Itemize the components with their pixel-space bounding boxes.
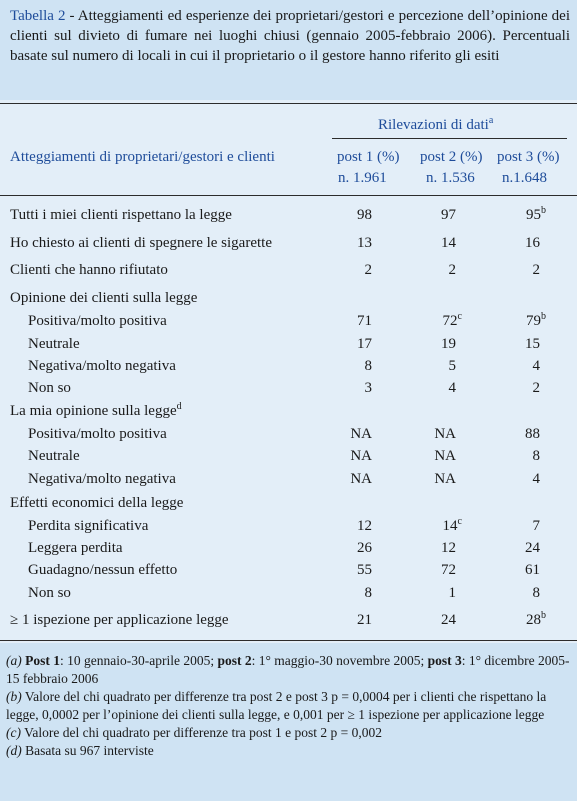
cell-post2: 97: [441, 207, 456, 223]
row-label: Neutrale: [28, 448, 80, 464]
col-post1-name: post 1 (%): [337, 149, 400, 165]
footnotes: [6, 652, 571, 760]
cell-post3: 16: [525, 235, 540, 251]
cell-post3: 88: [525, 426, 540, 442]
row-header-label: Atteggiamenti di proprietari/gestori e clienti: [10, 149, 275, 165]
row-label: Guadagno/nessun effetto: [28, 562, 178, 578]
row-label: Opinione dei clienti sulla legge: [10, 290, 198, 306]
cell-post3: 24: [525, 540, 540, 556]
col-post2-n: n. 1.536: [426, 170, 475, 186]
cell-post3: 61: [525, 562, 540, 578]
cell-post1: 55: [357, 562, 372, 578]
row-label: Clienti che hanno rifiutato: [10, 262, 168, 278]
cell-post1: 21: [357, 612, 372, 628]
cell-post2: 14: [441, 235, 456, 251]
caption-text: - Atteggiamenti ed esperienze dei proprietari/gestori e percezione dell’opinione dei clienti sul divieto di fumare nei luoghi chiusi (gennaio 2005-febbraio 2006). Percentuali basate sul numero di locali in cui il proprietario o il gestore hanno riferito gli esiti: [10, 8, 570, 64]
cell-post2: 72: [441, 562, 456, 578]
cell-post3: 8: [532, 585, 540, 601]
col-post3-name: post 3 (%): [497, 149, 560, 165]
cell-post3: 4: [532, 471, 540, 487]
row-label: Effetti economici della legge: [10, 495, 184, 511]
column-group-header: Rilevazioni di dati$^a$: [378, 115, 494, 133]
col-post3-n: n.1.648: [502, 170, 547, 186]
header-rule: [0, 195, 577, 196]
top-rule: [0, 103, 577, 104]
row-label: La mia opinione sulla legge$^d$: [10, 401, 182, 419]
cell-post1: 98: [357, 207, 372, 223]
row-label: Perdita significativa: [28, 518, 149, 534]
cell-post1: 3: [364, 380, 372, 396]
cell-post3: 15: [525, 336, 540, 352]
cell-post2: 72$^c$: [442, 311, 462, 329]
cell-post1: 12: [357, 518, 372, 534]
cell-post3: 95$^b$: [526, 205, 546, 223]
data-table: [0, 100, 577, 643]
cell-post2: 14$^c$: [442, 516, 462, 534]
cell-post2: NA: [434, 471, 456, 487]
row-label: Ho chiesto ai clienti di spegnere le sigarette: [10, 235, 272, 251]
table-caption: [10, 6, 570, 66]
cell-post1: 2: [364, 262, 372, 278]
cell-post2: 24: [441, 612, 456, 628]
cell-post1: 71: [357, 313, 372, 329]
cell-post2: NA: [434, 426, 456, 442]
row-label: ≥ 1 ispezione per applicazione legge: [10, 612, 229, 628]
row-label: Negativa/molto negativa: [28, 471, 176, 487]
cell-post3: 8: [532, 448, 540, 464]
cell-post2: 19: [441, 336, 456, 352]
row-label: Leggera perdita: [28, 540, 123, 556]
row-label: Neutrale: [28, 336, 80, 352]
table-number: Tabella 2: [10, 8, 66, 24]
cell-post1: 8: [364, 358, 372, 374]
cell-post1: NA: [350, 448, 372, 464]
cell-post3: 7: [532, 518, 540, 534]
row-label: Positiva/molto positiva: [28, 426, 167, 442]
group-rule: [332, 138, 567, 139]
cell-post2: 5: [448, 358, 456, 374]
cell-post2: 12: [441, 540, 456, 556]
cell-post2: 4: [448, 380, 456, 396]
cell-post1: NA: [350, 426, 372, 442]
cell-post1: 26: [357, 540, 372, 556]
footnote-b: (b) Valore del chi quadrato per differenze tra post 2 e post 3 p = 0,0004 per i clienti che rispettano la legge, 0,0002 per l’opinione dei clienti sulla legge, e 0,001 per ≥ 1 ispezione per applicazione legge: [6, 689, 547, 722]
cell-post2: 1: [448, 585, 456, 601]
row-label: Positiva/molto positiva: [28, 313, 167, 329]
cell-post1: 8: [364, 585, 372, 601]
footnote-a: (a) Post 1: 10 gennaio-30-aprile 2005; post 2: 1° maggio-30 novembre 2005; post 3: 1° dicembre 2005-15 febbraio 2006: [6, 653, 570, 686]
footnote-d: (d) Basata su 967 interviste: [6, 743, 154, 758]
row-label: Tutti i miei clienti rispettano la legge: [10, 207, 232, 223]
row-label: Non so: [28, 585, 71, 601]
col-post2-name: post 2 (%): [420, 149, 483, 165]
cell-post1: 17: [357, 336, 372, 352]
cell-post3: 28$^b$: [526, 610, 546, 628]
row-label: Negativa/molto negativa: [28, 358, 176, 374]
cell-post1: NA: [350, 471, 372, 487]
bottom-rule: [0, 640, 577, 641]
cell-post3: 2: [532, 262, 540, 278]
cell-post2: NA: [434, 448, 456, 464]
col-post1-n: n. 1.961: [338, 170, 387, 186]
cell-post2: 2: [448, 262, 456, 278]
cell-post3: 79$^b$: [526, 311, 546, 329]
cell-post1: 13: [357, 235, 372, 251]
cell-post3: 2: [532, 380, 540, 396]
footnote-c: (c) Valore del chi quadrato per differenze tra post 1 e post 2 p = 0,002: [6, 725, 382, 740]
cell-post3: 4: [532, 358, 540, 374]
row-label: Non so: [28, 380, 71, 396]
